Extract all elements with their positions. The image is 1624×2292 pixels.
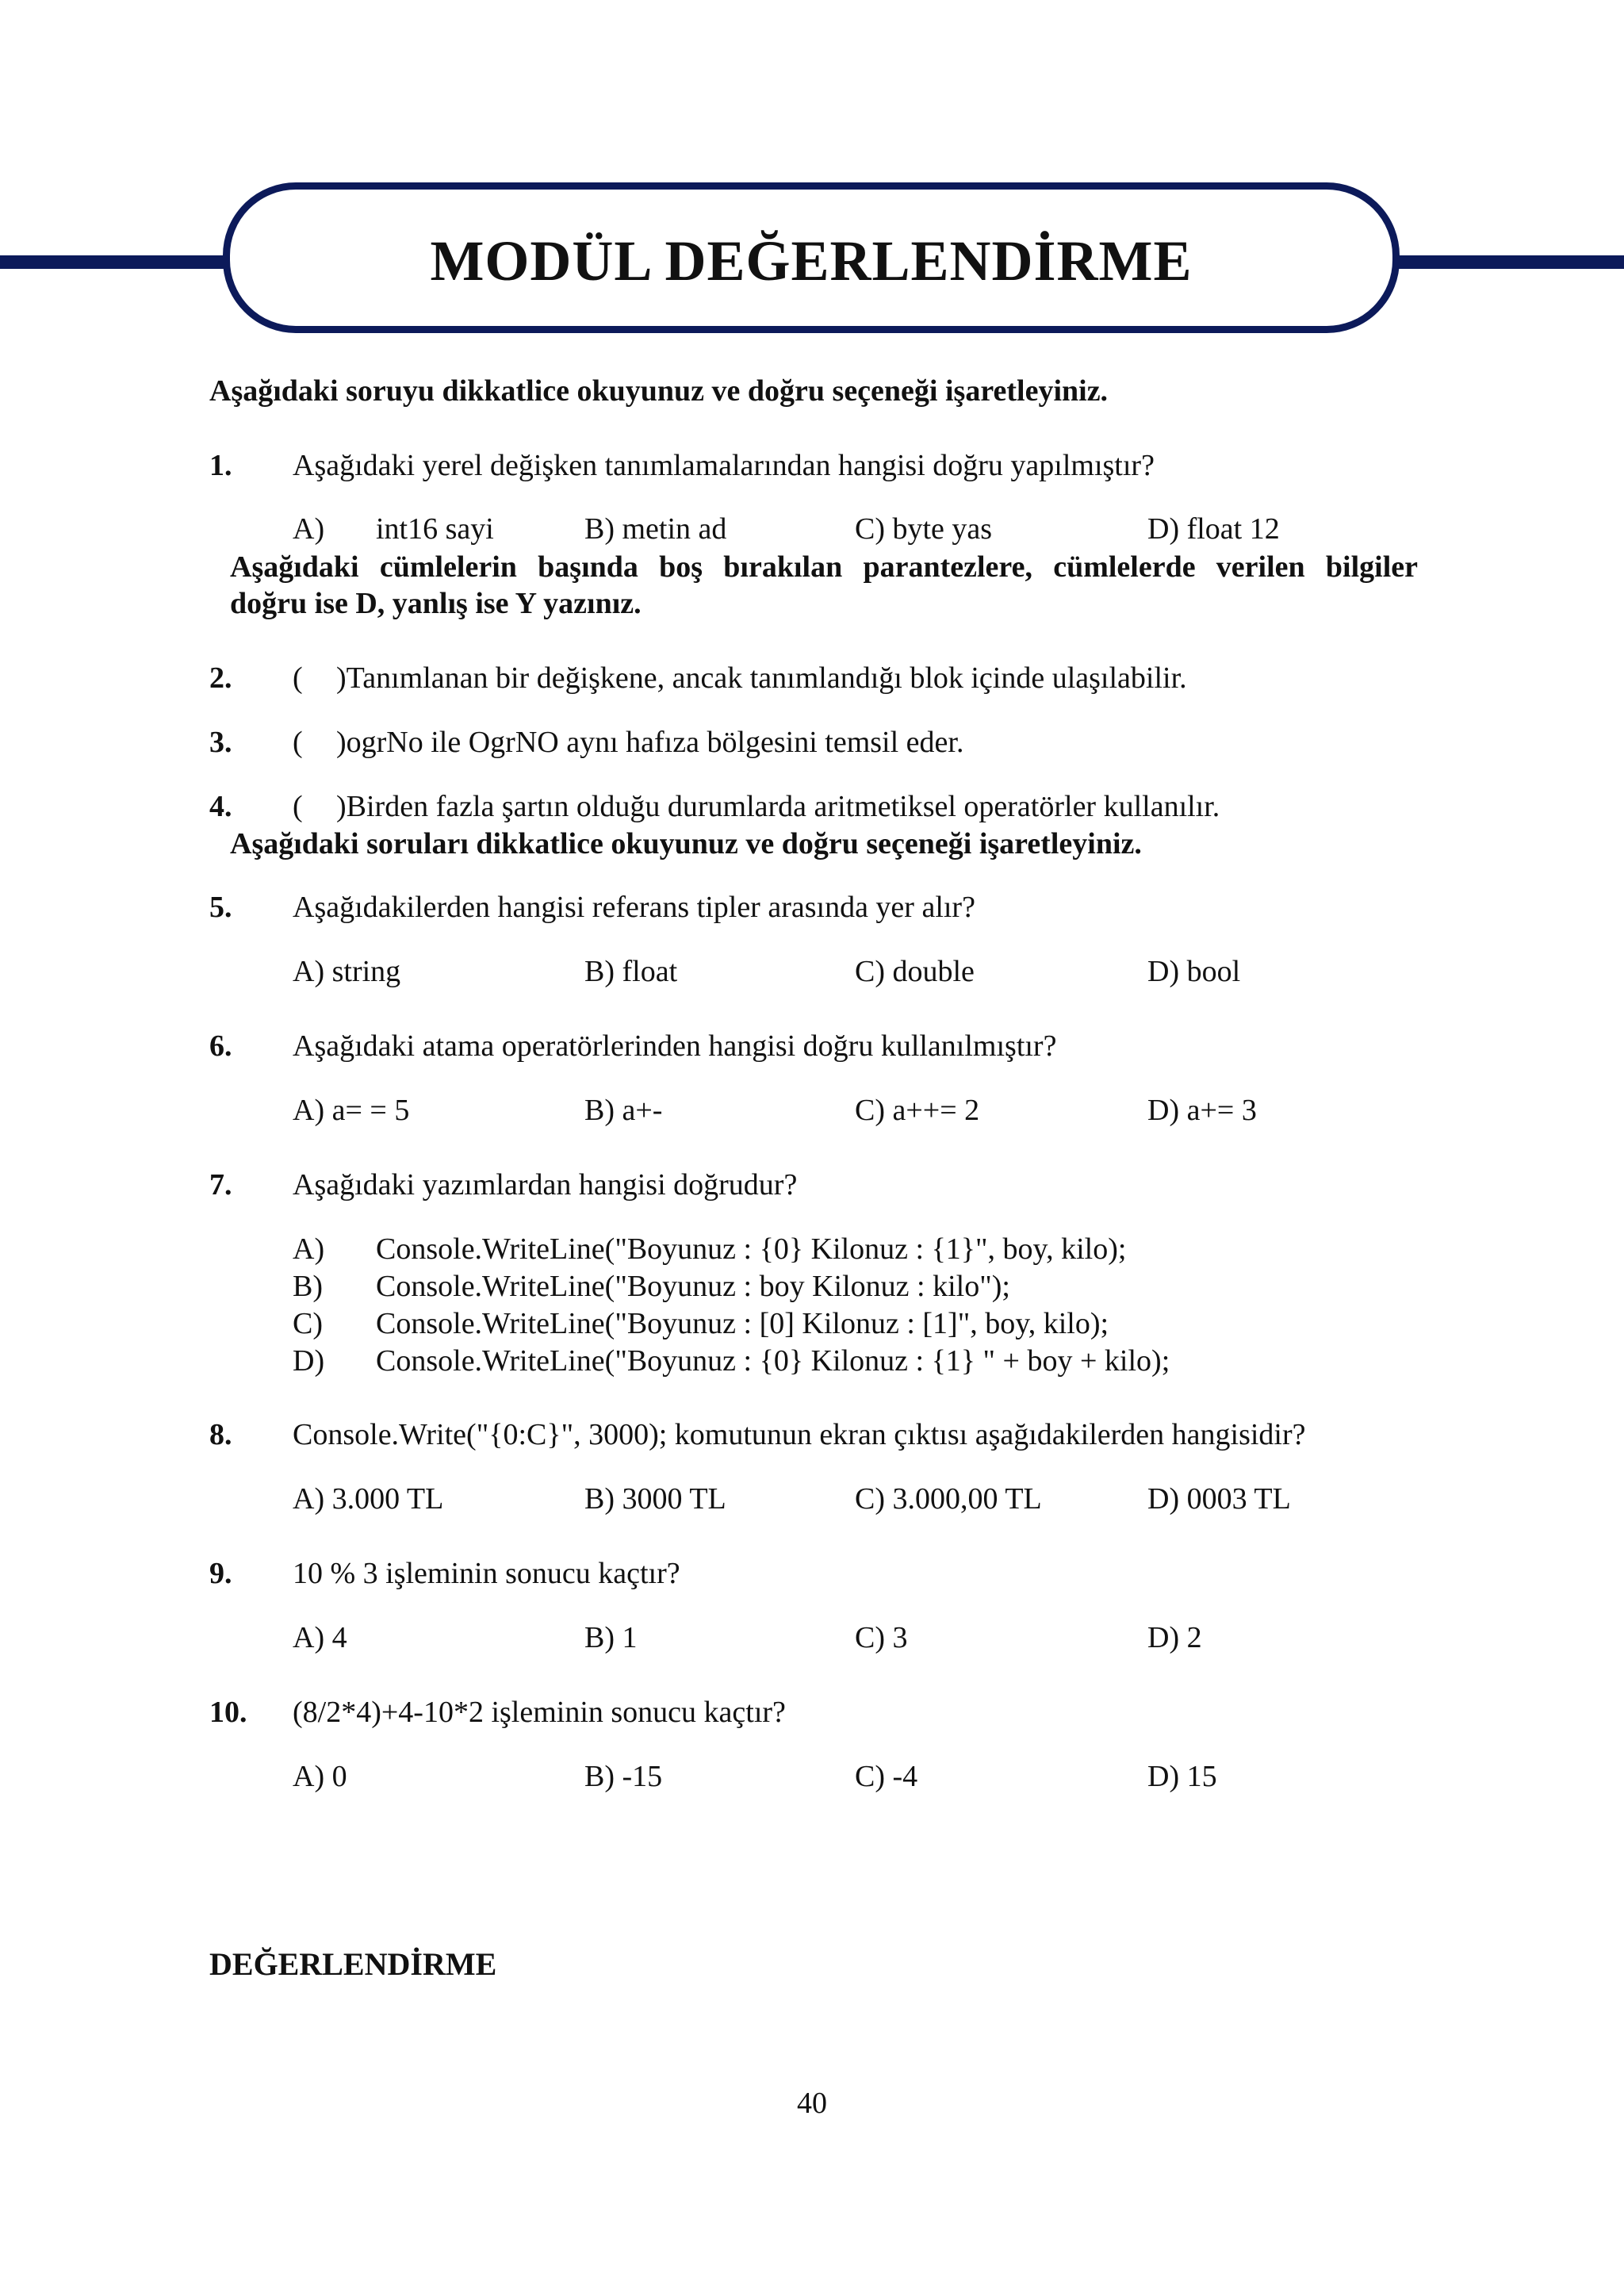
evaluation-heading: DEĞERLENDİRME	[209, 1946, 497, 1982]
option-b[interactable]: B) metin ad	[584, 512, 727, 546]
option-c-label: C)	[293, 1307, 323, 1340]
option-a[interactable]: A) 0	[293, 1760, 347, 1793]
question-number: 5.	[209, 891, 232, 924]
question-text: (8/2*4)+4-10*2 işleminin sonucu kaçtır?	[293, 1696, 786, 1729]
option-b[interactable]: B) 1	[584, 1621, 638, 1654]
option-b[interactable]: B) -15	[584, 1760, 663, 1793]
instruction-true-false-line2: doğru ise D, yanlış ise Y yazınız.	[230, 587, 642, 620]
option-d-label: D)	[293, 1344, 325, 1378]
option-a-label: A)	[293, 512, 325, 546]
statement-text: )Tanımlanan bir değişkene, ancak tanımlandığı blok içinde ulaşılabilir.	[336, 661, 1187, 695]
question-number: 9.	[209, 1557, 232, 1590]
option-a-label: A)	[293, 1232, 325, 1266]
option-c[interactable]: C) a++= 2	[855, 1094, 980, 1127]
option-b[interactable]: B) float	[584, 955, 678, 988]
header-rule-left	[0, 255, 230, 269]
instruction-multiple-choice: Aşağıdaki soruları dikkatlice okuyunuz ve doğru seçeneği işaretleyiniz.	[230, 827, 1142, 860]
question-text: Aşağıdakilerden hangisi referans tipler arasında yer alır?	[293, 891, 975, 924]
question-number: 8.	[209, 1418, 232, 1451]
option-d[interactable]: Console.WriteLine("Boyunuz : {0} Kilonuz : {1} " + boy + kilo);	[376, 1344, 1170, 1378]
question-number: 7.	[209, 1168, 232, 1202]
question-number: 1.	[209, 449, 232, 482]
page-number: 40	[797, 2087, 827, 2120]
option-c[interactable]: C) 3.000,00 TL	[855, 1482, 1042, 1516]
option-d[interactable]: D) 15	[1147, 1760, 1217, 1793]
question-number: 6.	[209, 1029, 232, 1063]
answer-paren[interactable]: (	[293, 790, 303, 823]
question-text: Aşağıdaki atama operatörlerinden hangisi doğru kullanılmıştır?	[293, 1029, 1057, 1063]
question-text: Aşağıdaki yazımlardan hangisi doğrudur?	[293, 1168, 798, 1202]
answer-paren[interactable]: (	[293, 726, 303, 759]
option-d[interactable]: D) bool	[1147, 955, 1241, 988]
option-d[interactable]: D) float 12	[1147, 512, 1280, 546]
option-c[interactable]: C) double	[855, 955, 975, 988]
question-number: 10.	[209, 1696, 247, 1729]
option-d[interactable]: D) 2	[1147, 1621, 1202, 1654]
option-a[interactable]: Console.WriteLine("Boyunuz : {0} Kilonuz : {1}", boy, kilo);	[376, 1232, 1127, 1266]
option-b[interactable]: B) a+-	[584, 1094, 663, 1127]
question-number: 2.	[209, 661, 232, 695]
header-rule-right	[1392, 255, 1624, 269]
header-banner	[223, 182, 1400, 333]
option-a[interactable]: A) string	[293, 955, 401, 988]
option-a[interactable]: A) 3.000 TL	[293, 1482, 444, 1516]
page-title: MODÜL DEĞERLENDİRME	[430, 229, 1193, 293]
question-number: 3.	[209, 726, 232, 759]
question-text: 10 % 3 işleminin sonucu kaçtır?	[293, 1557, 680, 1590]
option-c[interactable]: C) -4	[855, 1760, 918, 1793]
option-a[interactable]: A) 4	[293, 1621, 347, 1654]
option-c[interactable]: Console.WriteLine("Boyunuz : [0] Kilonuz : [1]", boy, kilo);	[376, 1307, 1109, 1340]
statement-text: )Birden fazla şartın olduğu durumlarda aritmetiksel operatörler kullanılır.	[336, 790, 1220, 823]
option-c[interactable]: C) 3	[855, 1621, 908, 1654]
question-text: Aşağıdaki yerel değişken tanımlamalarından hangisi doğru yapılmıştır?	[293, 449, 1155, 482]
option-b[interactable]: Console.WriteLine("Boyunuz : boy Kilonuz : kilo");	[376, 1270, 1010, 1303]
instruction-true-false-line1: Aşağıdaki cümlelerin başında boş bırakılan parantezlere, cümlelerde verilen bilgiler	[230, 550, 1418, 584]
instruction-single-choice: Aşağıdaki soruyu dikkatlice okuyunuz ve doğru seçeneği işaretleyiniz.	[209, 374, 1109, 408]
question-text: Console.Write("{0:C}", 3000); komutunun ekran çıktısı aşağıdakilerden hangisidir?	[293, 1418, 1306, 1451]
option-c[interactable]: C) byte yas	[855, 512, 993, 546]
option-d[interactable]: D) a+= 3	[1147, 1094, 1257, 1127]
option-b[interactable]: B) 3000 TL	[584, 1482, 726, 1516]
answer-paren[interactable]: (	[293, 661, 303, 695]
statement-text: )ogrNo ile OgrNO aynı hafıza bölgesini temsil eder.	[336, 726, 964, 759]
option-b-label: B)	[293, 1270, 323, 1303]
question-number: 4.	[209, 790, 232, 823]
option-a[interactable]: int16 sayi	[376, 512, 494, 546]
option-d[interactable]: D) 0003 TL	[1147, 1482, 1291, 1516]
option-a[interactable]: A) a= = 5	[293, 1094, 410, 1127]
